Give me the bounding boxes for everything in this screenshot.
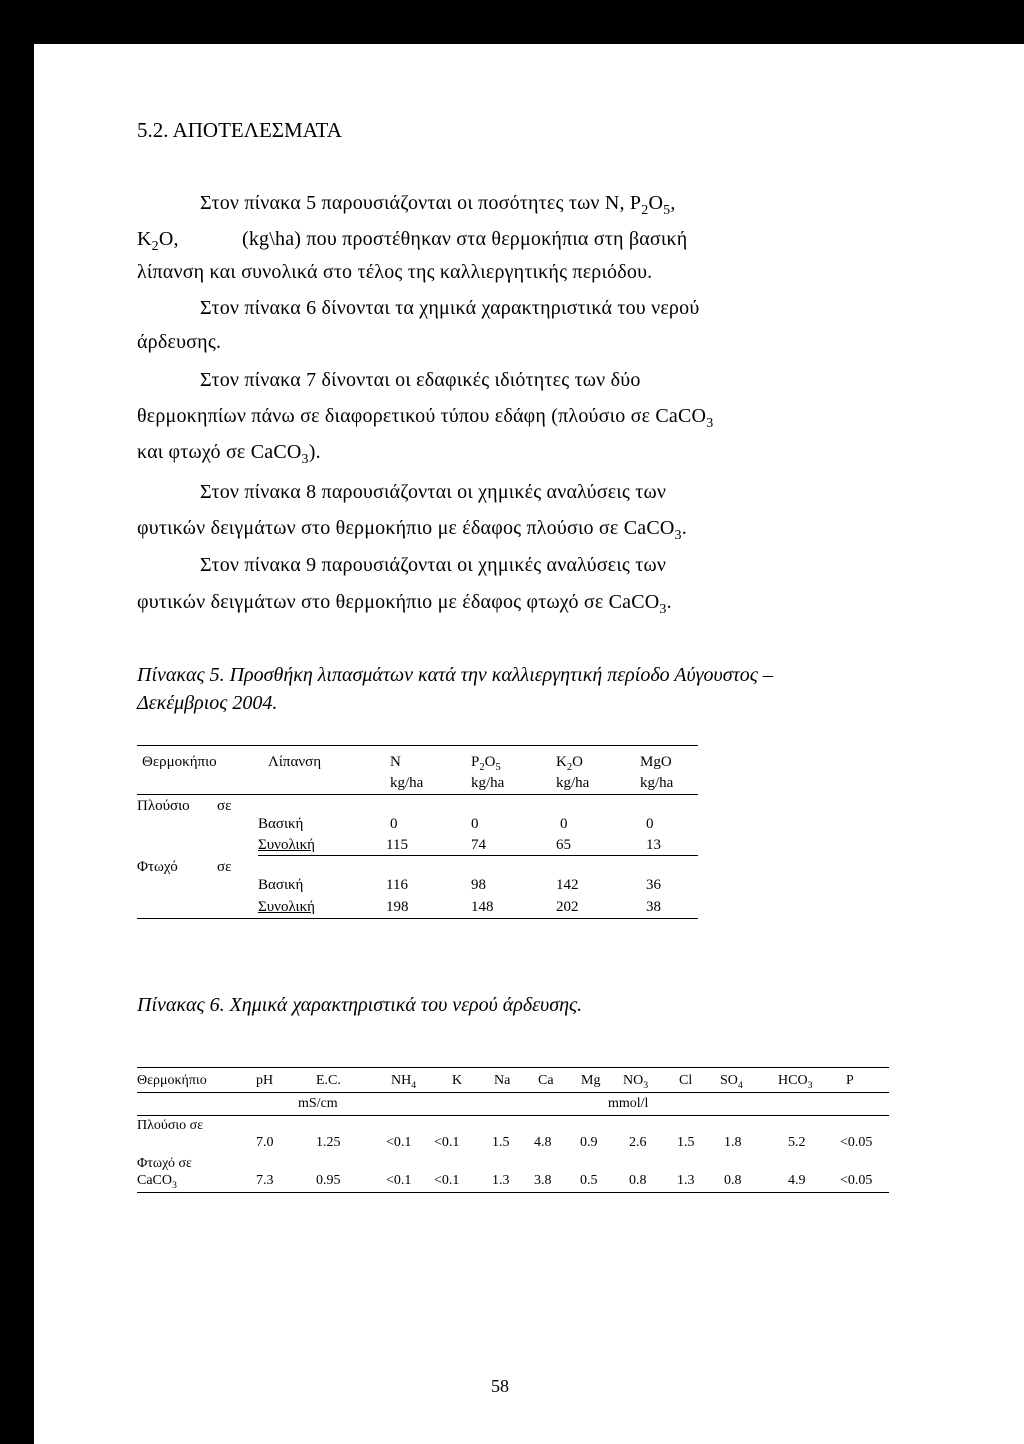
table-5-row-1-k: 0: [560, 816, 568, 832]
table-6-row-1-ec: 1.25: [316, 1135, 341, 1150]
paragraph-1-line-3: λίπανση και συνολικά στο τέλος της καλλιεργητικής περιόδου.: [137, 261, 653, 283]
table-6-row-2-nh4: <0.1: [386, 1173, 412, 1188]
paragraph-3-line-2: θερμοκηπίων πάνω σε διαφορετικού τύπου εδάφη (πλούσιο σε CaCO$_3$: [137, 405, 714, 431]
table-6-unit-ec: mS/cm: [298, 1096, 338, 1111]
table-6-row-1-so4: 1.8: [724, 1135, 742, 1150]
paragraph-1-line-1: Στον πίνακα 5 παρουσιάζονται οι ποσότητες των N, $P_2O_5$,: [200, 192, 676, 218]
table-5-row-1-type: Βασική: [258, 816, 304, 832]
table-6-top-rule: [137, 1067, 889, 1068]
table-6-row-2-na: 1.3: [492, 1173, 510, 1188]
paragraph-2-line-2: άρδευσης.: [137, 331, 222, 353]
paragraph-4-line-1: Στον πίνακα 8 παρουσιάζονται οι χημικές αναλύσεις των: [200, 481, 667, 503]
table-6-header-na: Na: [494, 1073, 511, 1088]
table-5-unit-p: kg/ha: [471, 775, 505, 791]
table-5-row-1-mg: 0: [646, 816, 654, 832]
table-5-group-1-label-b: σε: [217, 798, 232, 814]
table-5-caption-line-1: Πίνακας 5. Προσθήκη λιπασμάτων κατά την καλλιεργητική περίοδο Αύγουστος –: [137, 664, 773, 686]
table-6-row-2-ph: 7.3: [256, 1173, 274, 1188]
table-5-row-3-mg: 36: [646, 877, 661, 893]
table-5-group-2-label-b: σε: [217, 859, 232, 875]
table-6-caption: Πίνακας 6. Χημικά χαρακτηριστικά του νερού άρδευσης.: [137, 994, 583, 1016]
paragraph-5-line-2: φυτικών δειγμάτων στο θερμοκήπιο με έδαφος φτωχό σε CaCO$_3$.: [137, 591, 672, 617]
page-number: 58: [491, 1376, 509, 1396]
table-5-row-2-type: Συνολική: [258, 837, 315, 853]
table-5-unit-n: kg/ha: [390, 775, 424, 791]
table-6-row-1-na: 1.5: [492, 1135, 510, 1150]
table-6-row-1-ph: 7.0: [256, 1135, 274, 1150]
table-6-row-2-ec: 0.95: [316, 1173, 341, 1188]
table-6-header-mg: Mg: [581, 1073, 601, 1088]
table-6-header-no3: $NO_3$: [623, 1073, 649, 1091]
table-6-row-2-k: <0.1: [434, 1173, 460, 1188]
table-5-row-2-n: 115: [386, 837, 408, 853]
table-6-row-2-label-a: Φτωχό σε: [137, 1156, 192, 1171]
table-5-row-2-k: 65: [556, 837, 571, 853]
table-6-header-ph: pH: [256, 1073, 274, 1088]
table-5-row-2-p: 74: [471, 837, 486, 853]
table-6-row-2-so4: 0.8: [724, 1173, 742, 1188]
table-5-header-k2o: $K_2O$: [556, 754, 583, 773]
document-page: [34, 44, 1024, 1444]
table-6-header-hco3: $HCO_3$: [778, 1073, 813, 1091]
table-6-row-2-ca: 3.8: [534, 1173, 552, 1188]
table-5-bottom-rule: [137, 918, 698, 919]
table-6-header-nh4: $NH_4$: [391, 1073, 417, 1091]
table-5-group-1-label-a: Πλούσιο: [137, 798, 190, 814]
table-6-row-2-mg: 0.5: [580, 1173, 598, 1188]
table-5-row-3-p: 98: [471, 877, 486, 893]
paragraph-2-line-1: Στον πίνακα 6 δίνονται τα χημικά χαρακτηριστικά του νερού: [200, 297, 700, 319]
table-6-row-1-ca: 4.8: [534, 1135, 552, 1150]
table-5-header-greenhouse: Θερμοκήπιο: [142, 754, 217, 770]
paragraph-3-line-3: και φτωχό σε CaCO$_3$).: [137, 441, 321, 467]
table-5-row-3-k: 142: [556, 877, 579, 893]
table-6-row-1-cl: 1.5: [677, 1135, 695, 1150]
table-6-header-ca: Ca: [538, 1073, 554, 1088]
table-5-header-rule: [137, 794, 698, 795]
table-5-row-1-n: 0: [390, 816, 398, 832]
table-6-row-1-nh4: <0.1: [386, 1135, 412, 1150]
table-6-row-1-mg: 0.9: [580, 1135, 598, 1150]
table-5-header-fertilization: Λίπανση: [268, 754, 322, 770]
table-6-header-rule: [137, 1092, 889, 1093]
table-5-row-3-type: Βασική: [258, 877, 304, 893]
table-5-row-4-mg: 38: [646, 899, 661, 915]
table-6-row-1-label: Πλούσιο σε: [137, 1118, 204, 1133]
paragraph-5-line-1: Στον πίνακα 9 παρουσιάζονται οι χημικές αναλύσεις των: [200, 554, 667, 576]
table-5-header-p2o5: $P_2O_5$: [471, 754, 501, 773]
table-6-header-p: P: [846, 1073, 854, 1088]
table-6-header-greenhouse: Θερμοκήπιο: [137, 1073, 207, 1088]
table-5-header-n: N: [390, 754, 401, 770]
table-5-group-1-rule: [258, 855, 698, 856]
table-6-row-1-no3: 2.6: [629, 1135, 647, 1150]
table-6-row-1-k: <0.1: [434, 1135, 460, 1150]
paragraph-1-line-2b: (kg\ha) που προστέθηκαν στα θερμοκήπια στη βασική: [242, 228, 688, 250]
paragraph-4-line-2: φυτικών δειγμάτων στο θερμοκήπιο με έδαφος πλούσιο σε CaCO$_3$.: [137, 517, 687, 543]
table-6-row-2-hco3: 4.9: [788, 1173, 806, 1188]
section-heading: 5.2. ΑΠΟΤΕΛΕΣΜΑΤΑ: [137, 118, 342, 142]
table-6-header-k: K: [452, 1073, 463, 1088]
table-5-caption-line-2: Δεκέμβριος 2004.: [137, 692, 278, 714]
table-5-row-3-n: 116: [386, 877, 408, 893]
table-5-row-4-k: 202: [556, 899, 579, 915]
table-5-row-4-type: Συνολική: [258, 899, 315, 915]
table-5-group-2-label-a: Φτωχό: [137, 859, 178, 875]
table-6-header-ec: E.C.: [316, 1073, 341, 1088]
table-6-bottom-rule: [137, 1192, 889, 1193]
table-6-row-2-cl: 1.3: [677, 1173, 695, 1188]
table-5-unit-k: kg/ha: [556, 775, 590, 791]
table-5-row-4-n: 198: [386, 899, 409, 915]
table-6-header-so4: $SO_4$: [720, 1073, 743, 1091]
table-6-row-1-hco3: 5.2: [788, 1135, 806, 1150]
table-6-unit-ions: mmol/l: [608, 1096, 649, 1111]
table-6-unit-rule: [137, 1115, 889, 1116]
table-6-row-2-no3: 0.8: [629, 1173, 647, 1188]
table-5-row-1-p: 0: [471, 816, 479, 832]
table-5-row-2-mg: 13: [646, 837, 661, 853]
table-6-row-2-p: <0.05: [840, 1173, 873, 1188]
table-6-row-2-label-b: CaCO$_3$: [137, 1173, 177, 1191]
table-5-header-mgo: MgO: [640, 754, 672, 770]
table-5-row-4-p: 148: [471, 899, 494, 915]
paragraph-3-line-1: Στον πίνακα 7 δίνονται οι εδαφικές ιδιότητες των δύο: [200, 369, 641, 391]
table-5-unit-mg: kg/ha: [640, 775, 674, 791]
table-6-header-cl: Cl: [679, 1073, 693, 1088]
table-5-top-rule: [137, 745, 698, 746]
table-6-row-1-p: <0.05: [840, 1135, 873, 1150]
paragraph-1-line-2a: $K_2O$,: [137, 228, 179, 254]
